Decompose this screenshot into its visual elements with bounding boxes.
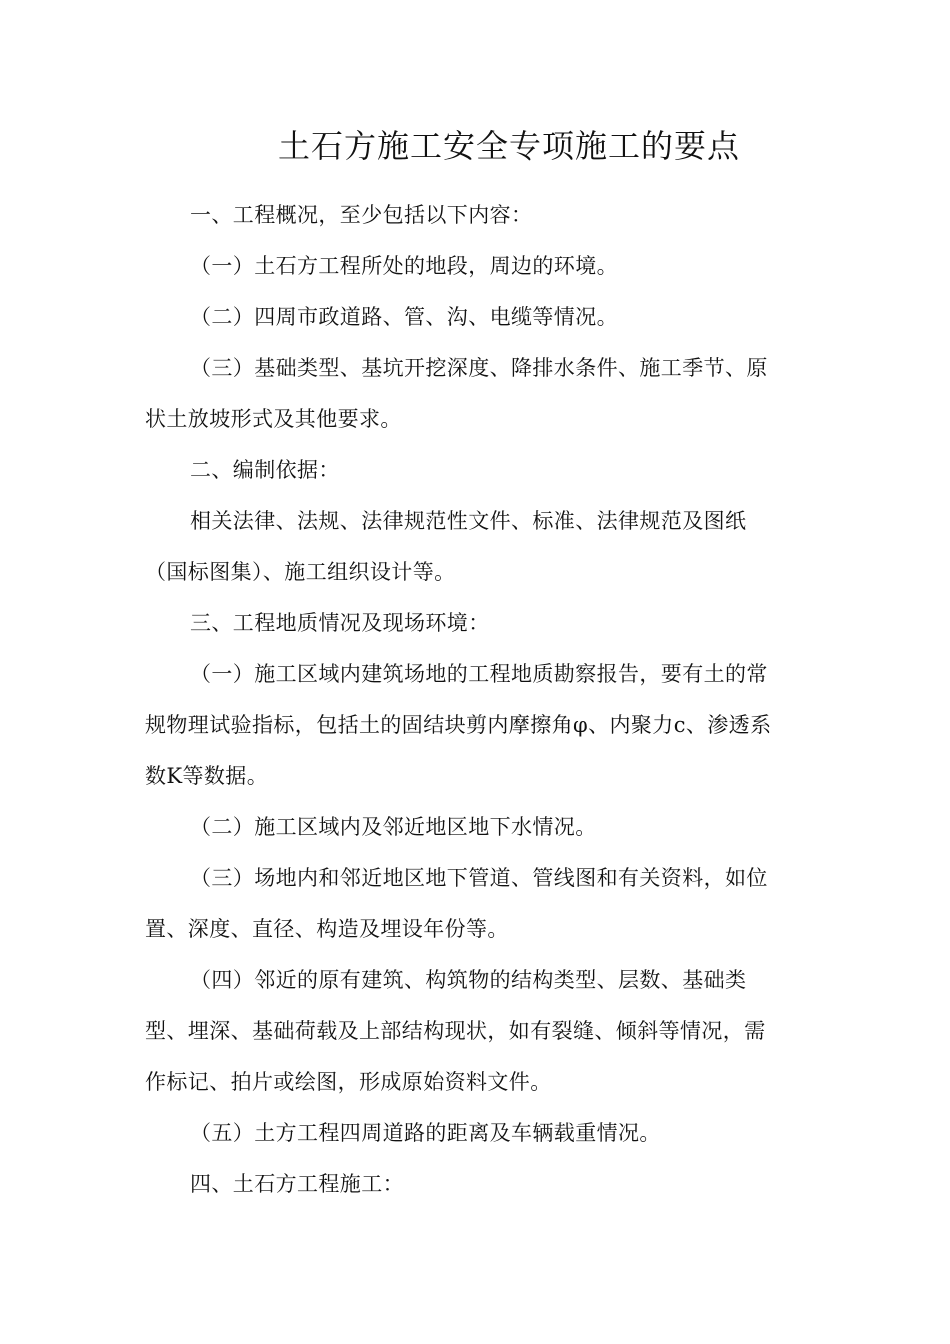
paragraph-line: （国标图集）、施工组织设计等。 [145, 560, 456, 584]
paragraph-line: （三）场地内和邻近地区地下管道、管线图和有关资料，如位 [190, 866, 768, 890]
paragraph-line: 规物理试验指标，包括土的固结块剪内摩擦角φ、内聚力c、渗透系 [145, 713, 772, 737]
section-heading-4: 四、土石方工程施工： [190, 1172, 404, 1196]
document-title: 土石方施工安全专项施工的要点 [277, 127, 740, 165]
paragraph-line: 数K等数据。 [145, 764, 269, 788]
paragraph-line: （二）施工区域内及邻近地区地下水情况。 [190, 815, 597, 839]
section-heading-2: 二、编制依据： [190, 458, 340, 482]
paragraph-line: （一）施工区域内建筑场地的工程地质勘察报告，要有土的常 [190, 662, 768, 686]
paragraph-line: （四）邻近的原有建筑、构筑物的结构类型、层数、基础类 [190, 968, 747, 992]
paragraph-line: 相关法律、法规、法律规范性文件、标准、法律规范及图纸 [190, 509, 747, 533]
section-heading-1: 一、工程概况，至少包括以下内容： [190, 203, 533, 227]
paragraph-line: 型、埋深、基础荷载及上部结构现状，如有裂缝、倾斜等情况，需 [145, 1019, 766, 1043]
paragraph-line: （五）土方工程四周道路的距离及车辆载重情况。 [190, 1121, 661, 1145]
paragraph-line: （三）基础类型、基坑开挖深度、降排水条件、施工季节、原 [190, 356, 768, 380]
paragraph-line: 置、深度、直径、构造及埋设年份等。 [145, 917, 509, 941]
paragraph-line: 状土放坡形式及其他要求。 [145, 407, 402, 431]
paragraph-line: 作标记、拍片或绘图，形成原始资料文件。 [145, 1070, 552, 1094]
section-heading-3: 三、工程地质情况及现场环境： [190, 611, 490, 635]
paragraph-line: （二）四周市政道路、管、沟、电缆等情况。 [190, 305, 618, 329]
paragraph-line: （一）土石方工程所处的地段，周边的环境。 [190, 254, 618, 278]
